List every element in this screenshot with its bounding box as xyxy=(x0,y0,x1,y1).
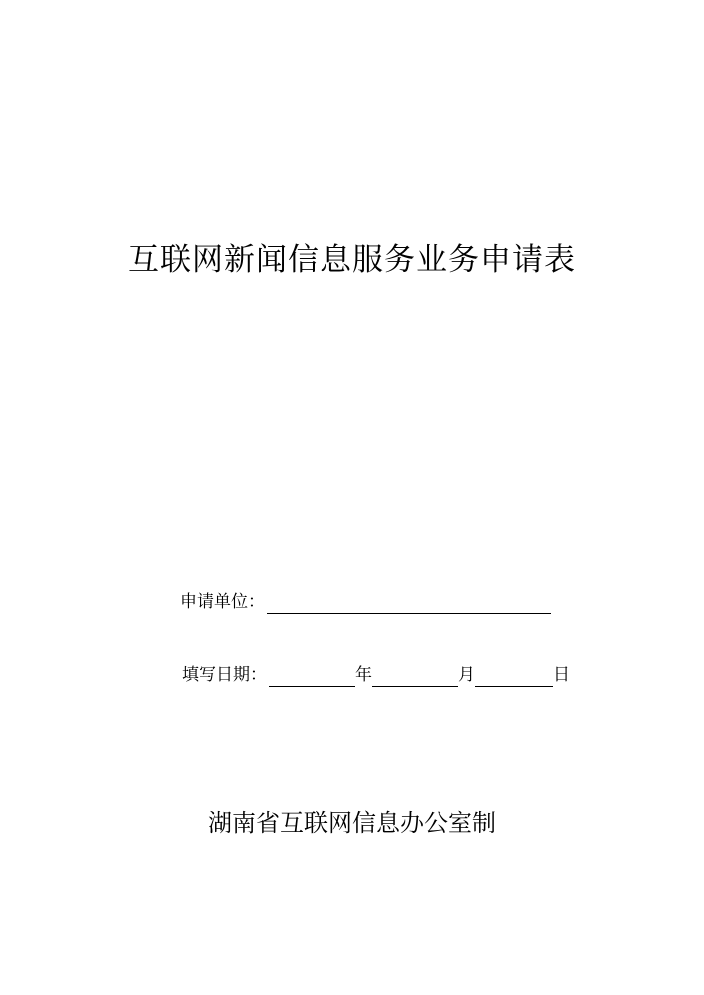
applicant-unit-field[interactable] xyxy=(267,593,551,614)
month-label: 月 xyxy=(458,665,475,685)
fill-date-row xyxy=(182,663,570,687)
fill-date-label: 填写日期： xyxy=(182,665,267,685)
day-field[interactable] xyxy=(475,666,553,687)
issuer-text: 湖南省互联网信息办公室制 xyxy=(208,809,496,837)
month-field[interactable] xyxy=(372,666,458,687)
year-label: 年 xyxy=(355,665,372,685)
day-label: 日 xyxy=(553,665,570,685)
applicant-unit-row xyxy=(180,590,551,614)
applicant-unit-label: 申请单位： xyxy=(180,592,265,612)
document-title: 互联网新闻信息服务业务申请表 xyxy=(128,242,576,278)
year-field[interactable] xyxy=(269,666,355,687)
